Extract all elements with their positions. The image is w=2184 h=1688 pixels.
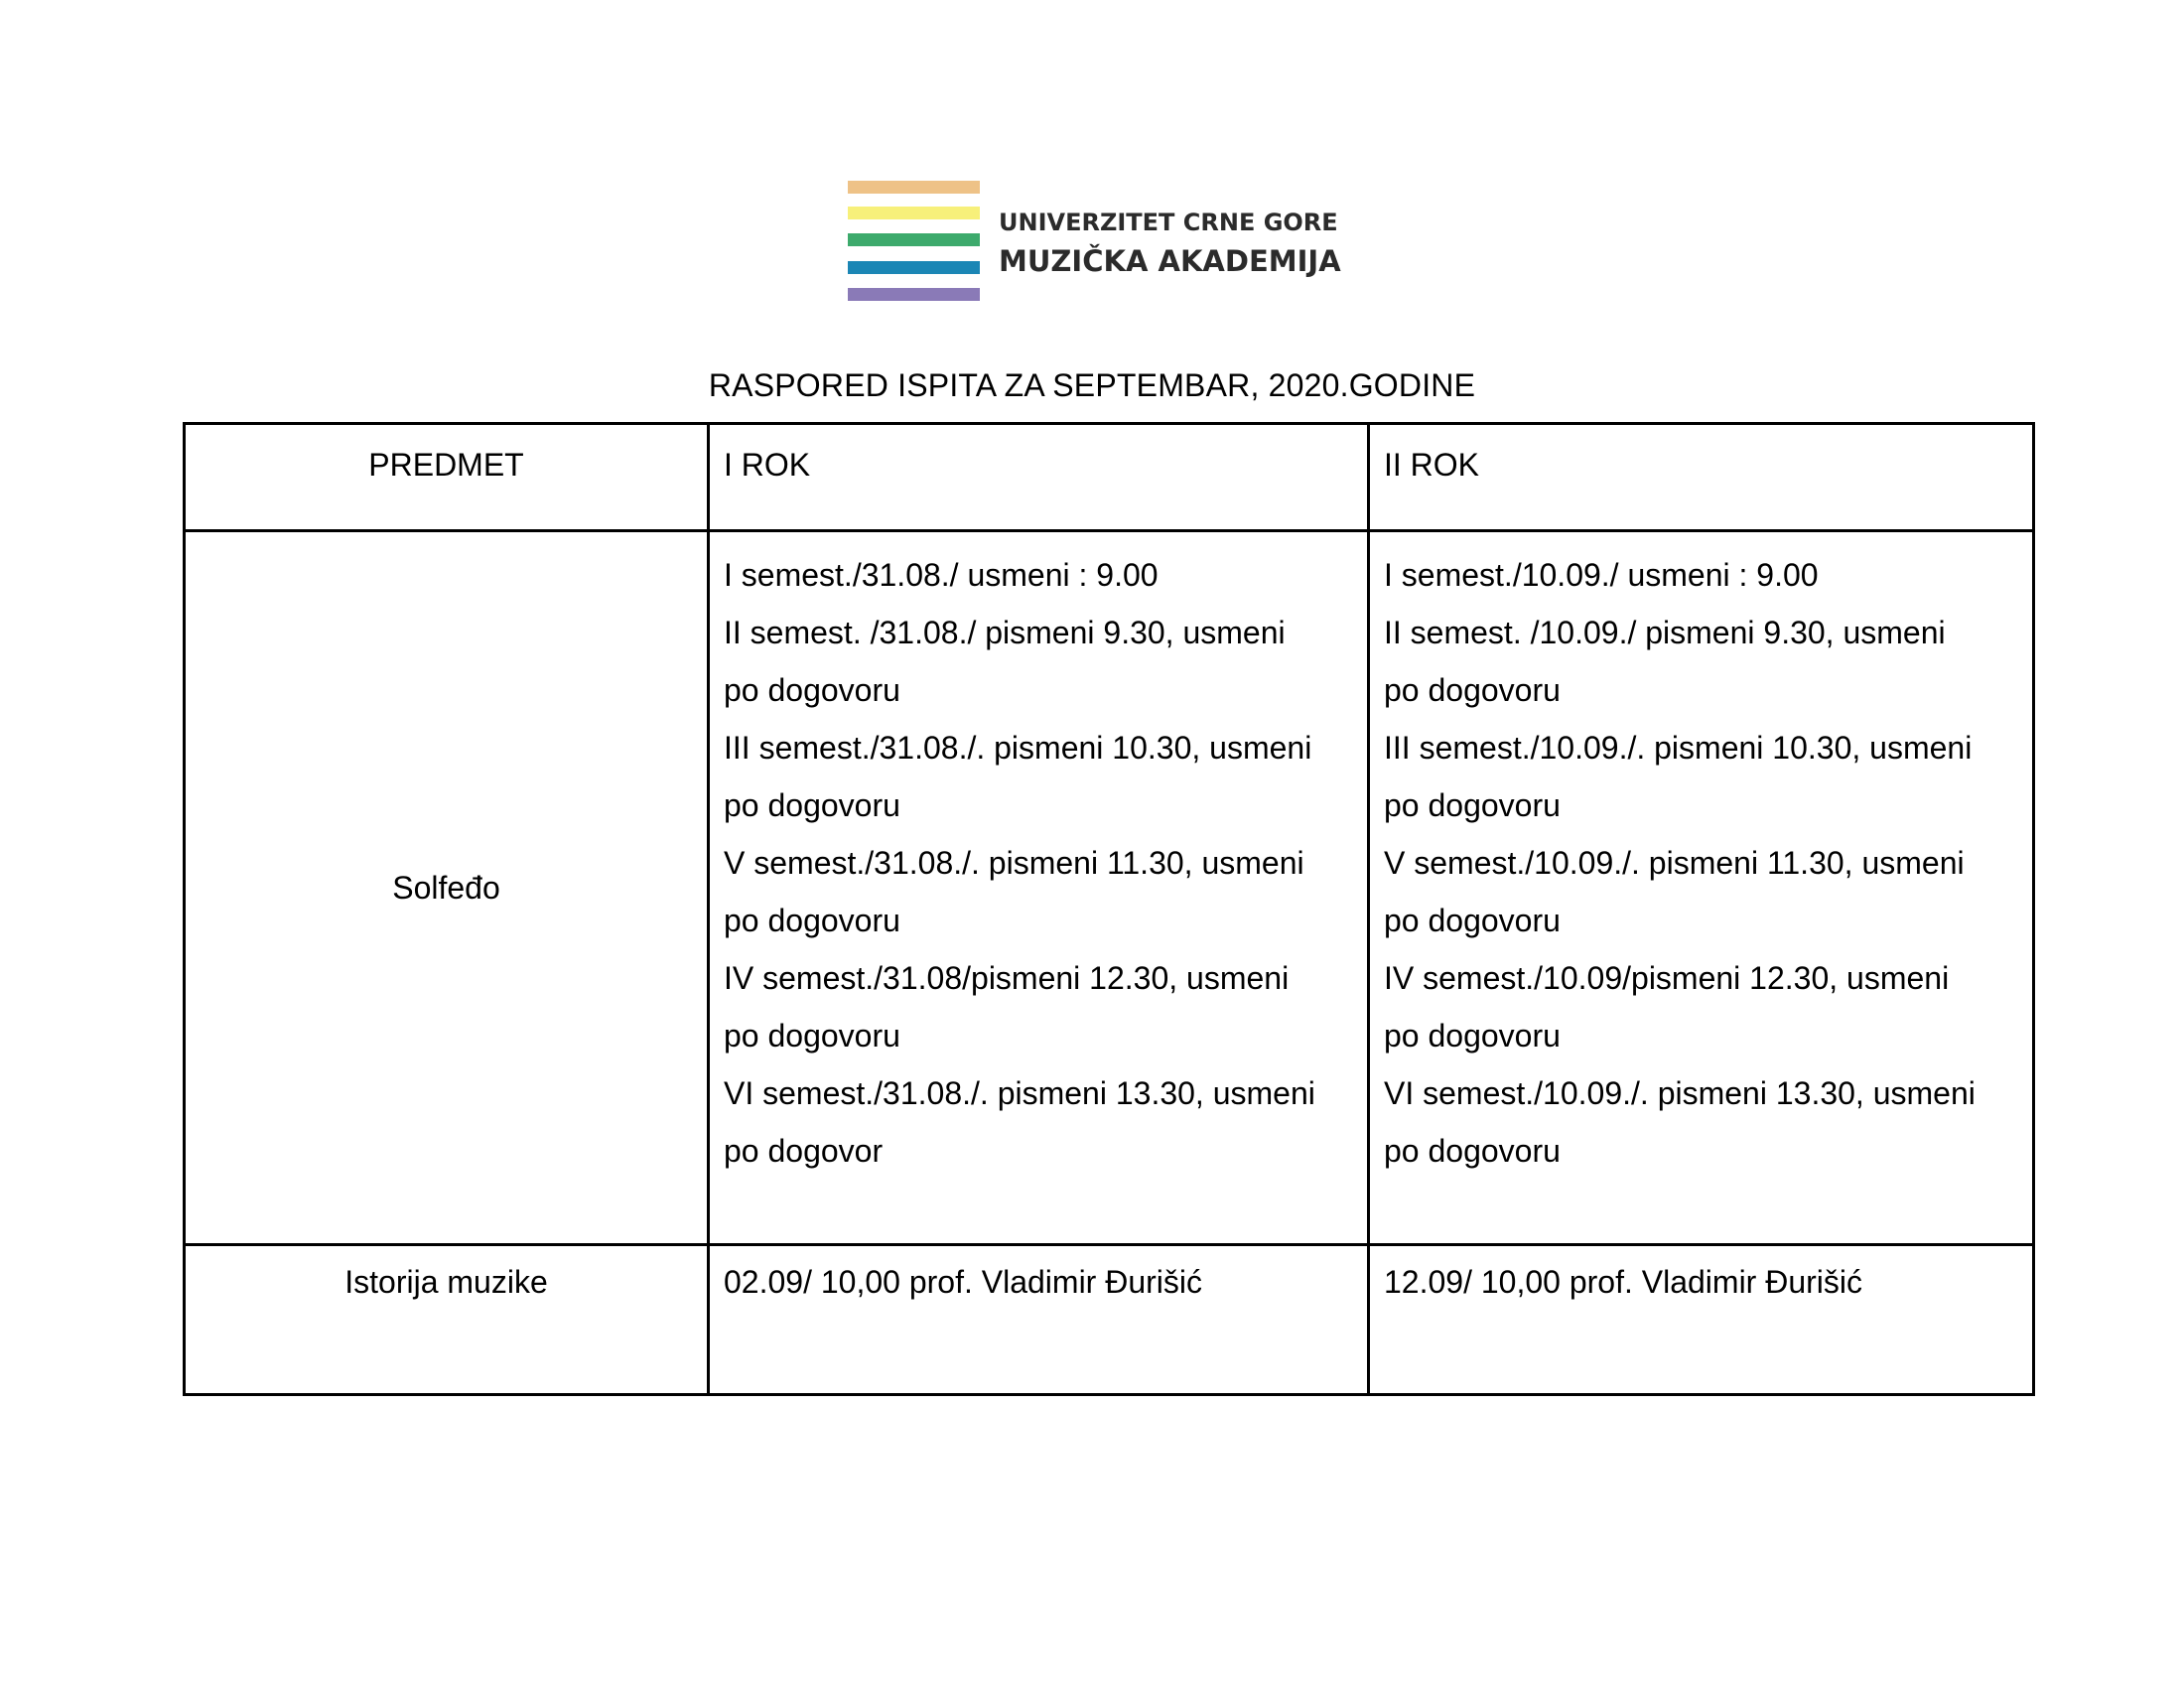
schedule-line: po dogovoru (724, 787, 900, 823)
schedule-line: II semest. /31.08./ pismeni 9.30, usmeni (724, 615, 1286, 650)
rok-1-cell: 02.09/ 10,00 prof. Vladimir Đurišić (709, 1245, 1369, 1395)
logo-academy-name: MUZIČKA AKADEMIJA (999, 244, 1341, 278)
logo-stripe-orange (848, 181, 980, 194)
logo-stripe-green (848, 233, 980, 246)
header-predmet: PREDMET (185, 424, 709, 531)
rok-1-cell (709, 531, 1369, 1245)
table-header-row (185, 424, 2034, 531)
schedule-line: I semest./31.08./ usmeni : 9.00 (724, 557, 1159, 593)
schedule-line: po dogovoru (1384, 787, 1561, 823)
logo-stripe-purple (848, 288, 980, 301)
schedule-line: IV semest./10.09/pismeni 12.30, usmeni (1384, 960, 1950, 996)
logo-stripe-blue (848, 261, 980, 274)
schedule-line: po dogovor (724, 1133, 884, 1169)
subject-cell: Istorija muzike (185, 1245, 709, 1395)
exam-schedule-table (183, 422, 2035, 1396)
subject-cell: Solfeđo (185, 531, 709, 1245)
table-row (185, 531, 2034, 1245)
schedule-line: po dogovoru (1384, 903, 1561, 938)
schedule-line: V semest./31.08./. pismeni 11.30, usmeni (724, 845, 1304, 881)
page-title: RASPORED ISPITA ZA SEPTEMBAR, 2020.GODINE (708, 367, 1476, 403)
header-rok-1: I ROK (709, 424, 1369, 531)
schedule-line: po dogovoru (724, 903, 900, 938)
schedule-line: III semest./10.09./. pismeni 10.30, usmeni (1384, 730, 1973, 766)
schedule-line: III semest./31.08./. pismeni 10.30, usmeni (724, 730, 1312, 766)
rok-2-cell (1369, 531, 2034, 1245)
schedule-line: VI semest./10.09./. pismeni 13.30, usmeni (1384, 1075, 1976, 1111)
university-logo (848, 179, 1341, 308)
header-rok-2: II ROK (1369, 424, 2034, 531)
table-row (185, 1245, 2034, 1395)
schedule-line: IV semest./31.08/pismeni 12.30, usmeni (724, 960, 1290, 996)
schedule-line: po dogovoru (724, 672, 900, 708)
logo-university-name: UNIVERZITET CRNE GORE (999, 209, 1338, 236)
logo-stripe-yellow (848, 207, 980, 219)
rok-2-cell: 12.09/ 10,00 prof. Vladimir Đurišić (1369, 1245, 2034, 1395)
schedule-line: I semest./10.09./ usmeni : 9.00 (1384, 557, 1819, 593)
schedule-line: po dogovoru (1384, 672, 1561, 708)
schedule-line: VI semest./31.08./. pismeni 13.30, usmeni (724, 1075, 1315, 1111)
schedule-line: po dogovoru (1384, 1133, 1561, 1169)
schedule-line: V semest./10.09./. pismeni 11.30, usmeni (1384, 845, 1965, 881)
schedule-line: po dogovoru (1384, 1018, 1561, 1054)
schedule-line: II semest. /10.09./ pismeni 9.30, usmeni (1384, 615, 1946, 650)
schedule-line: po dogovoru (724, 1018, 900, 1054)
